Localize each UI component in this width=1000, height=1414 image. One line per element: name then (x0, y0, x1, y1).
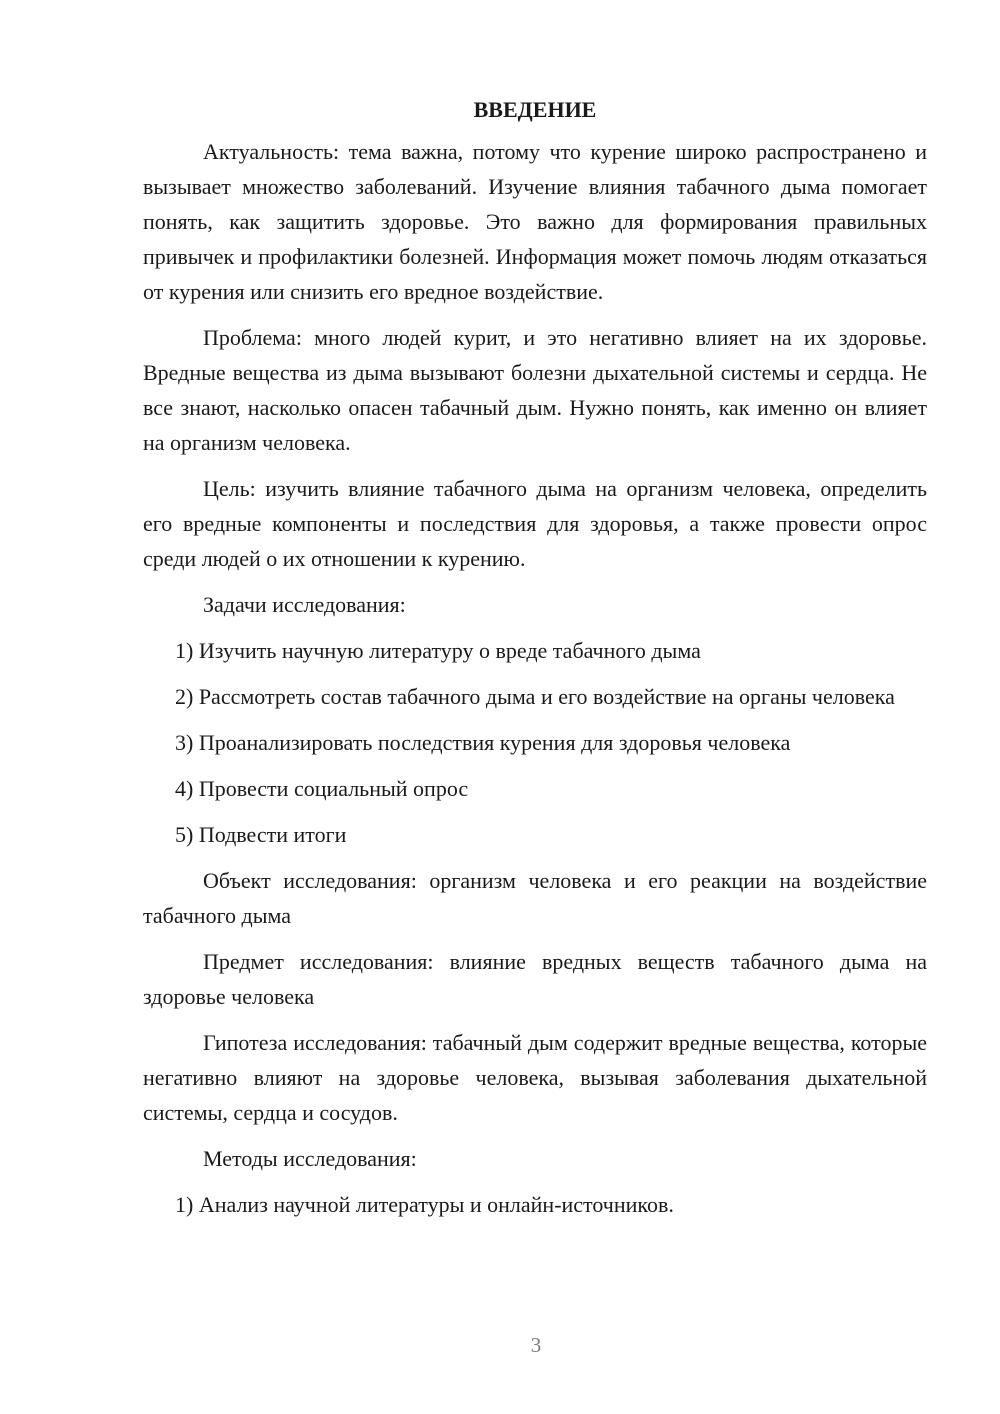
page-content (143, 95, 927, 1233)
subject-paragraph: Предмет исследования: влияние вредных веществ табачного дыма на здоровье человека (143, 949, 927, 1009)
relevance-paragraph: Актуальность: тема важна, потому что курение широко распространено и вызывает множество заболеваний. Изучение влияния табачного дыма помогает понять, как защитить здоровье. Это важно для формирования правильных привычек и профилактики болезней. Информация может помочь людям отказаться от курения или снизить его вредное воздействие. (143, 139, 927, 304)
hypothesis-paragraph: Гипотеза исследования: табачный дым содержит вредные вещества, которые негативно влияют на здоровье человека, вызывая заболевания дыхательной системы, сердца и сосудов. (143, 1030, 927, 1125)
tasks-heading: Задачи исследования: (203, 592, 406, 617)
page-number: 3 (530, 1333, 542, 1357)
task-item: 2) Рассмотреть состав табачного дыма и его воздействие на органы человека (175, 684, 895, 709)
method-item: 1) Анализ научной литературы и онлайн-источников. (175, 1192, 674, 1217)
problem-paragraph: Проблема: много людей курит, и это негативно влияет на их здоровье. Вредные вещества из дыма вызывают болезни дыхательной системы и сердца. Не все знают, насколько опасен табачный дым. Нужно понять, как именно он влияет на организм человека. (143, 325, 927, 455)
task-item: 3) Проанализировать последствия курения для здоровья человека (175, 730, 791, 755)
task-item: 4) Провести социальный опрос (175, 776, 469, 801)
object-paragraph: Объект исследования: организм человека и его реакции на воздействие табачного дыма (143, 868, 927, 928)
methods-heading: Методы исследования: (203, 1146, 417, 1171)
goal-paragraph: Цель: изучить влияние табачного дыма на организм человека, определить его вредные компоненты и последствия для здоровья, а также провести опрос среди людей о их отношении к курению. (143, 476, 927, 571)
task-item: 5) Подвести итоги (175, 822, 347, 847)
section-title: ВВЕДЕНИЕ (473, 97, 597, 122)
task-item: 1) Изучить научную литературу о вреде табачного дыма (175, 638, 701, 663)
